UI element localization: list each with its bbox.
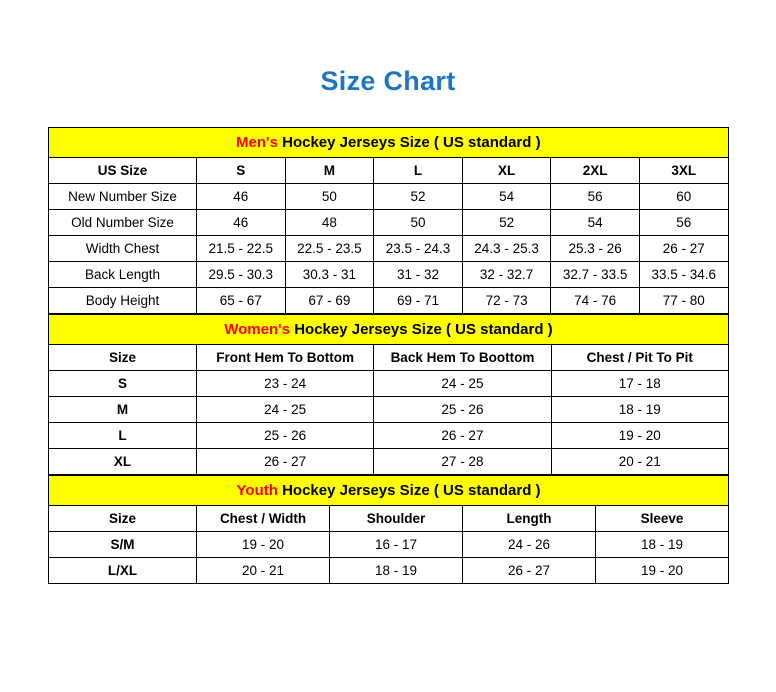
youth-size-table (48, 475, 729, 584)
youth-banner-accent: Youth (236, 482, 278, 499)
table-cell: 74 - 76 (551, 288, 640, 314)
table-cell: 26 - 27 (197, 449, 374, 475)
table-cell: 32 - 32.7 (462, 262, 551, 288)
table-cell: 24.3 - 25.3 (462, 236, 551, 262)
table-cell: 23 - 24 (197, 371, 374, 397)
table-cell: 26 - 27 (374, 423, 551, 449)
table-cell: 18 - 19 (330, 558, 463, 584)
table-cell: 46 (197, 210, 286, 236)
table-cell: 23.5 - 24.3 (374, 236, 463, 262)
table-banner-row (49, 128, 729, 158)
table-cell: 33.5 - 34.6 (639, 262, 728, 288)
table-cell: 67 - 69 (285, 288, 374, 314)
row-label: Old Number Size (49, 210, 197, 236)
table-cell: 26 - 27 (463, 558, 596, 584)
table-row (49, 210, 729, 236)
table-cell: 18 - 19 (596, 532, 729, 558)
row-label: L (49, 423, 197, 449)
column-header: Chest / Pit To Pit (551, 345, 728, 371)
column-header: Size (49, 345, 197, 371)
table-cell: 19 - 20 (596, 558, 729, 584)
table-cell: 20 - 21 (197, 558, 330, 584)
table-cell: 24 - 25 (197, 397, 374, 423)
table-cell: 65 - 67 (197, 288, 286, 314)
womens-banner-rest: Hockey Jerseys Size ( US standard ) (290, 321, 553, 338)
table-cell: 19 - 20 (551, 423, 728, 449)
column-header: M (285, 158, 374, 184)
table-cell: 50 (285, 184, 374, 210)
table-cell: 25 - 26 (197, 423, 374, 449)
column-header: Chest / Width (197, 506, 330, 532)
table-cell: 54 (462, 184, 551, 210)
column-header: Sleeve (596, 506, 729, 532)
row-label: Width Chest (49, 236, 197, 262)
table-row (49, 262, 729, 288)
table-cell: 18 - 19 (551, 397, 728, 423)
table-cell: 77 - 80 (639, 288, 728, 314)
column-header: Front Hem To Bottom (197, 345, 374, 371)
womens-banner (49, 315, 729, 345)
table-cell: 32.7 - 33.5 (551, 262, 640, 288)
row-label: Body Height (49, 288, 197, 314)
table-cell: 16 - 17 (330, 532, 463, 558)
column-header: 3XL (639, 158, 728, 184)
table-banner-row (49, 315, 729, 345)
table-cell: 17 - 18 (551, 371, 728, 397)
table-cell: 56 (551, 184, 640, 210)
row-label: M (49, 397, 197, 423)
row-label: Back Length (49, 262, 197, 288)
mens-banner-rest: Hockey Jerseys Size ( US standard ) (277, 134, 541, 151)
row-label: L/XL (49, 558, 197, 584)
table-cell: 19 - 20 (197, 532, 330, 558)
table-row (49, 236, 729, 262)
table-cell: 52 (374, 184, 463, 210)
table-row (49, 371, 729, 397)
table-row (49, 449, 729, 475)
table-row (49, 288, 729, 314)
table-cell: 54 (551, 210, 640, 236)
youth-banner (49, 476, 729, 506)
table-cell: 27 - 28 (374, 449, 551, 475)
table-cell: 22.5 - 23.5 (285, 236, 374, 262)
table-header-row (49, 506, 729, 532)
table-cell: 21.5 - 22.5 (197, 236, 286, 262)
column-header: Back Hem To Boottom (374, 345, 551, 371)
table-cell: 46 (197, 184, 286, 210)
column-header: Length (463, 506, 596, 532)
page-title: Size Chart (320, 66, 456, 96)
table-cell: 52 (462, 210, 551, 236)
table-cell: 60 (639, 184, 728, 210)
youth-banner-rest: Hockey Jerseys Size ( US standard ) (277, 482, 541, 499)
womens-banner-accent: Women's (224, 321, 291, 338)
table-cell: 25.3 - 26 (551, 236, 640, 262)
table-header-row (49, 158, 729, 184)
column-header: S (197, 158, 286, 184)
table-cell: 56 (639, 210, 728, 236)
womens-size-table (48, 314, 729, 475)
table-cell: 50 (374, 210, 463, 236)
table-row (49, 184, 729, 210)
table-cell: 69 - 71 (374, 288, 463, 314)
row-label: New Number Size (49, 184, 197, 210)
row-label: XL (49, 449, 197, 475)
mens-banner-accent: Men's (236, 134, 278, 151)
size-tables-container (48, 97, 728, 584)
mens-size-table (48, 127, 729, 314)
table-cell: 29.5 - 30.3 (197, 262, 286, 288)
table-cell: 26 - 27 (639, 236, 728, 262)
table-cell: 72 - 73 (462, 288, 551, 314)
column-header: 2XL (551, 158, 640, 184)
row-label: S/M (49, 532, 197, 558)
table-banner-row (49, 476, 729, 506)
table-cell: 31 - 32 (374, 262, 463, 288)
table-row (49, 423, 729, 449)
table-row (49, 558, 729, 584)
table-cell: 20 - 21 (551, 449, 728, 475)
table-cell: 48 (285, 210, 374, 236)
table-cell: 30.3 - 31 (285, 262, 374, 288)
table-row (49, 532, 729, 558)
column-header: L (374, 158, 463, 184)
table-cell: 25 - 26 (374, 397, 551, 423)
row-label: S (49, 371, 197, 397)
table-header-row (49, 345, 729, 371)
table-cell: 24 - 25 (374, 371, 551, 397)
table-row (49, 397, 729, 423)
column-header: Shoulder (330, 506, 463, 532)
column-header: Size (49, 506, 197, 532)
mens-banner (49, 128, 729, 158)
column-header: XL (462, 158, 551, 184)
column-header: US Size (49, 158, 197, 184)
table-cell: 24 - 26 (463, 532, 596, 558)
